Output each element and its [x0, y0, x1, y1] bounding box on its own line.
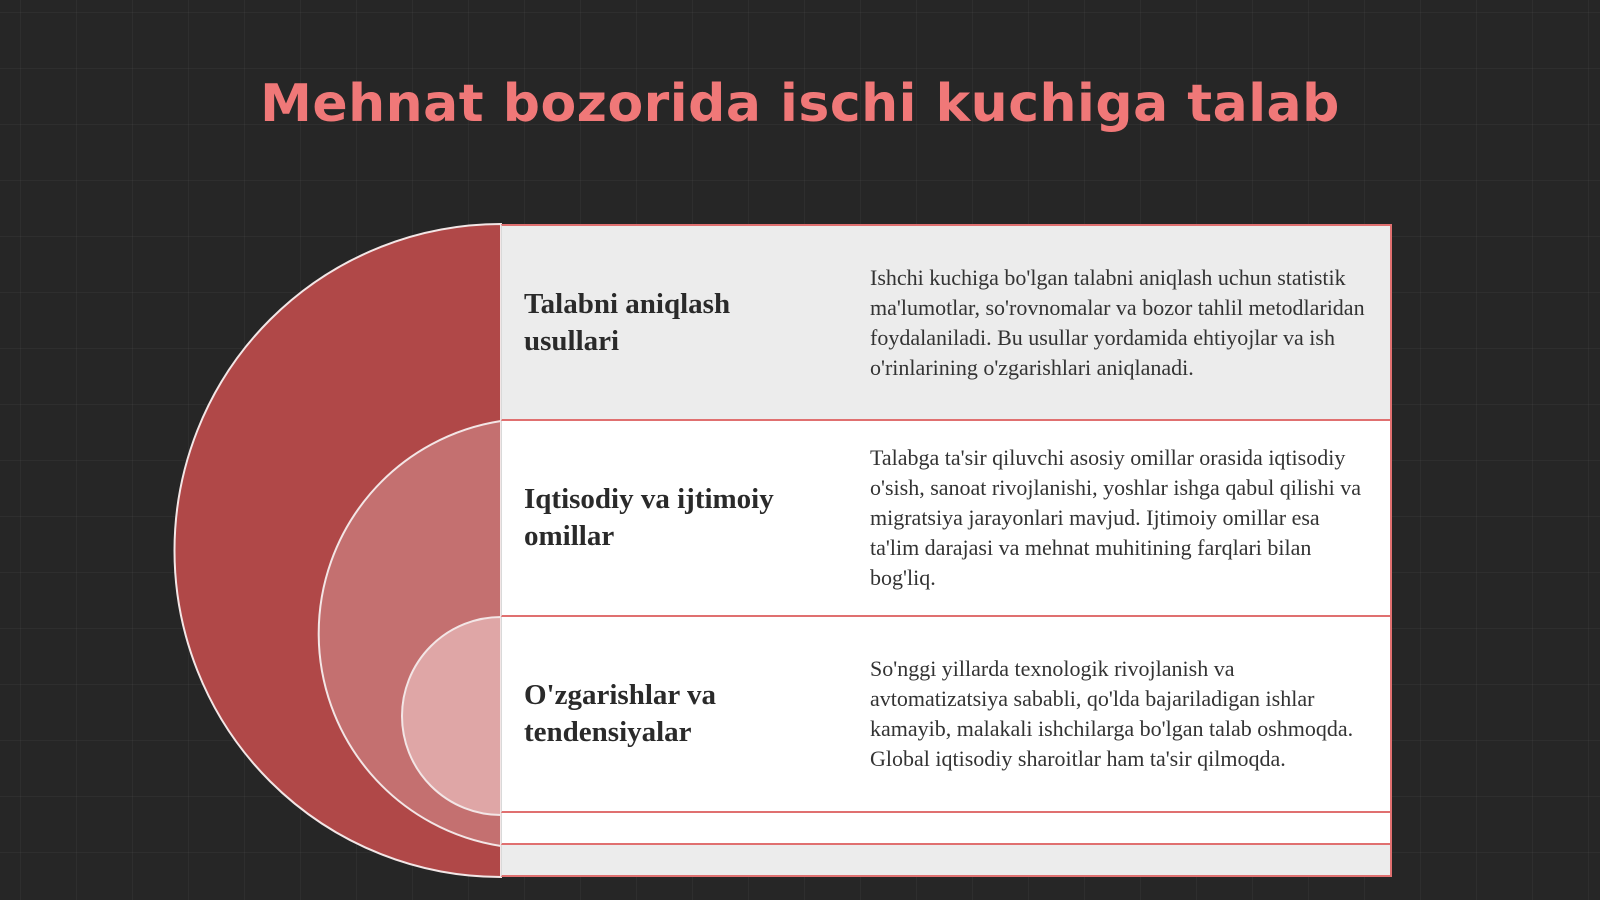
- table-row: [501, 224, 1392, 421]
- slide-title: Mehnat bozorida ischi kuchiga talab: [260, 74, 1340, 134]
- row-heading: O'zgarishlar va tendensiyalar: [524, 679, 716, 748]
- row-heading: Iqtisodiy va ijtimoiy omillar: [524, 483, 774, 552]
- table-row: [501, 421, 1392, 617]
- table-row: [501, 617, 1392, 813]
- empty-table-row: [501, 813, 1392, 845]
- concentric-arcs-graphic: [0, 0, 520, 900]
- row-description: Ishchi kuchiga bo'lgan talabni aniqlash uchun statistik ma'lumotlar, so'rovnomalar va bozor tahlil metodlaridan foydalaniladi. Bu usullar yordamida ehtiyojlar va ish o'rinlarining o'zgarishlari aniqlanadi.: [870, 264, 1365, 380]
- row-heading: Talabni aniqlash usullari: [524, 287, 731, 357]
- row-description: So'nggi yillarda texnologik rivojlanish va avtomatizatsiya sababli, qo'lda bajariladigan ishlar kamayib, malakali ishchilarga bo'lgan talab oshmoqda. Global iqtisodiy sharoitlar ham ta'sir qilmoqda.: [870, 656, 1354, 771]
- row-description: Talabga ta'sir qiluvchi asosiy omillar orasida iqtisodiy o'sish, sanoat rivojlanishi, yoshlar ishga qabul qilishi va migratsiya jarayonlari mavjud. Ijtimoiy omillar esa ta'lim darajasi va mehnat muhitining farqlari bilan bog'liq.: [870, 445, 1361, 590]
- empty-table-row: [501, 845, 1392, 877]
